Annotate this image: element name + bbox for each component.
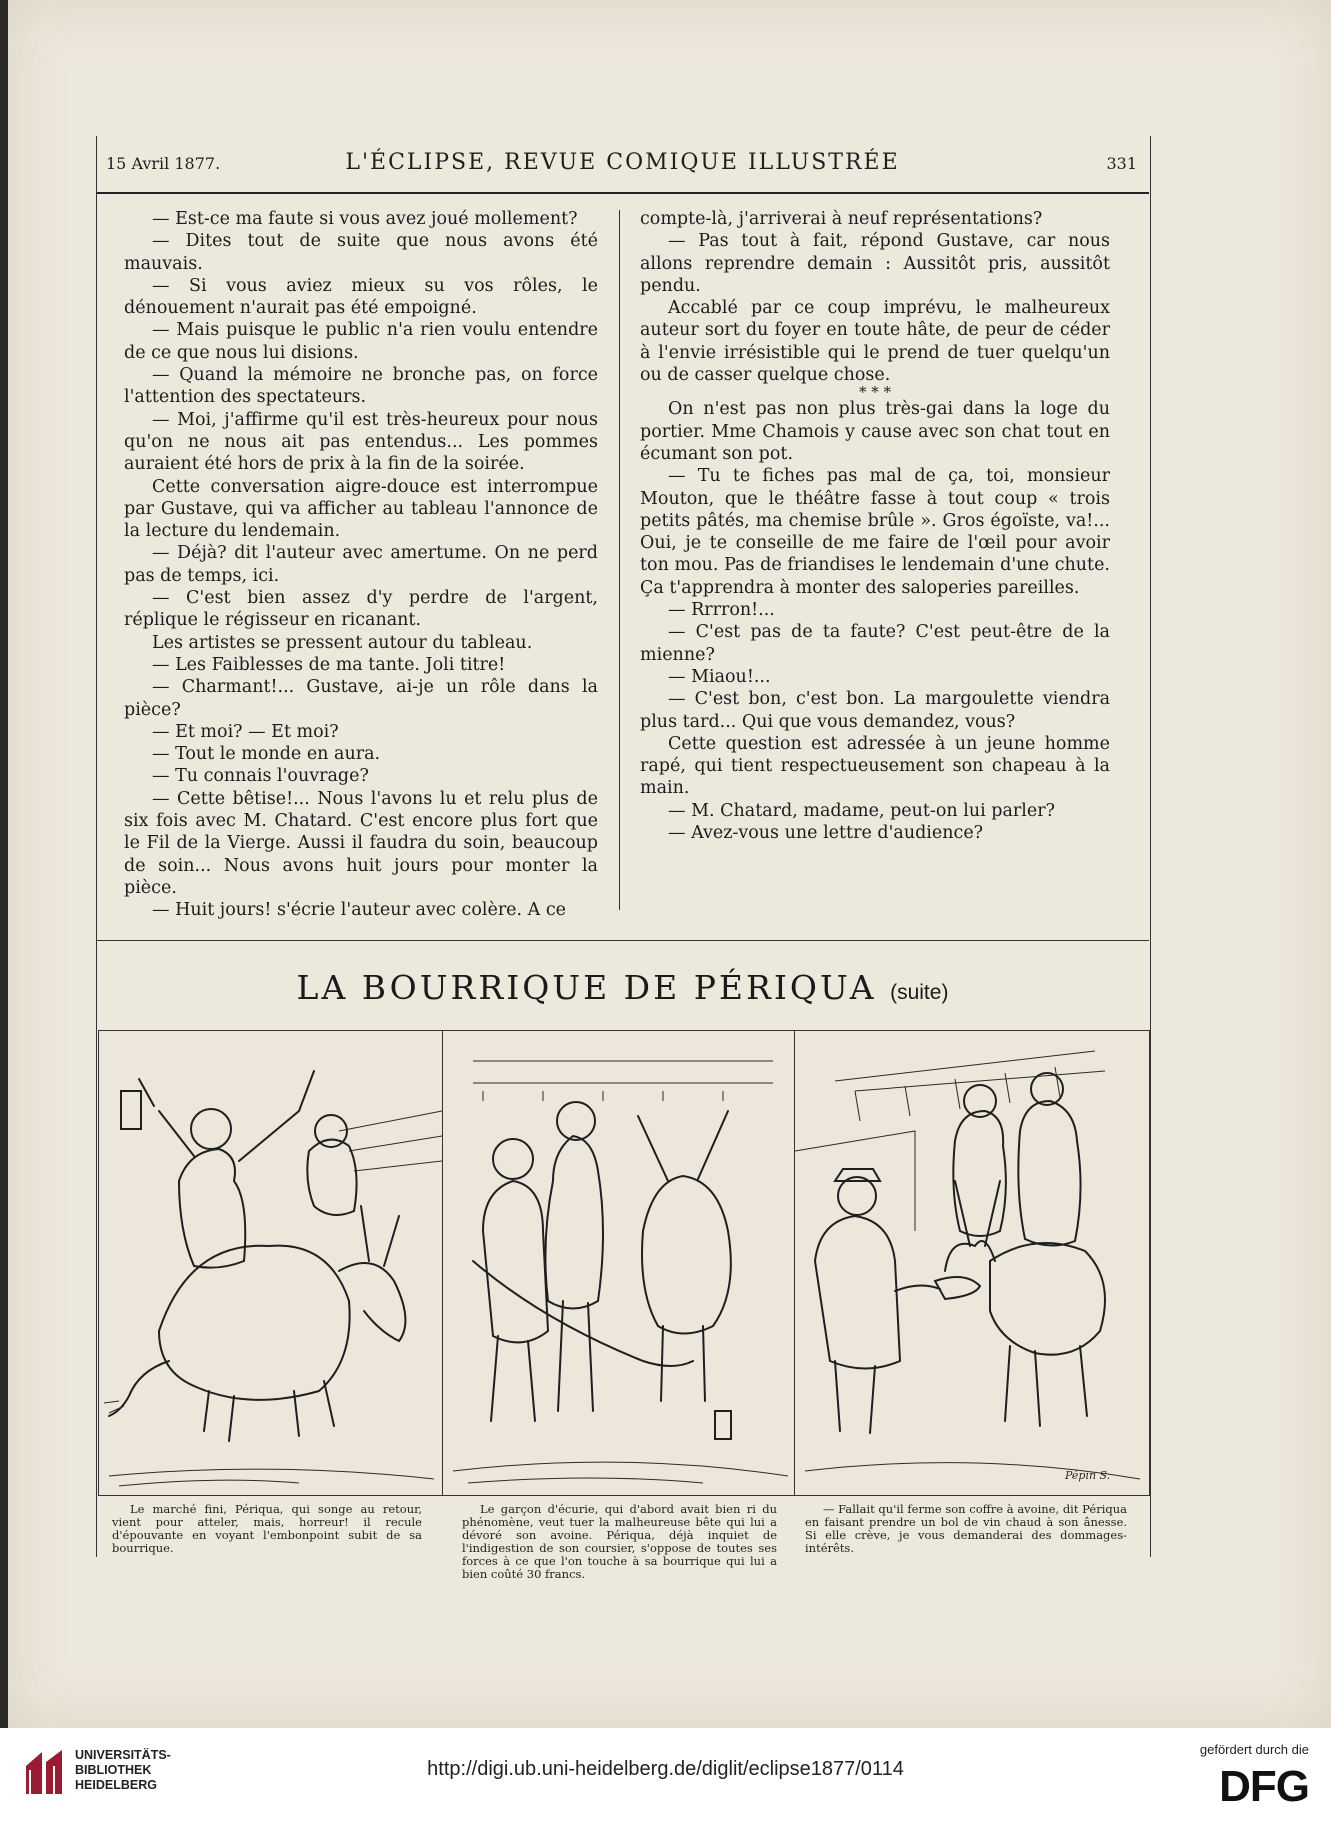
page-number: 331 [1106, 154, 1137, 173]
panel-3-illustration [795, 1031, 1150, 1495]
paragraph: — Avez-vous une lettre d'audience? [668, 823, 984, 844]
cartoon-title-suite: (suite) [890, 981, 949, 1004]
right-column [640, 208, 1110, 844]
digitization-footer [0, 1728, 1331, 1822]
paragraph: On n'est pas non plus très-gai dans la loge du portier. Mme Chamois y cause avec son chat tout en écumant son pot. [640, 399, 1110, 464]
paragraph: — Charmant!... Gustave, ai-je un rôle dans la pièce? [124, 677, 598, 720]
paragraph: — Tu connais l'ouvrage? [152, 766, 369, 787]
funded-by-label: gefördert durch die [1199, 1742, 1309, 1757]
page-edge [0, 0, 8, 1728]
caption-panel-1 [112, 1503, 422, 1555]
paragraph: — Tu te fiches pas mal de ça, toi, monsieur Mouton, que le théâtre fasse à tout coup « trois petits pâtés, ma chemise brûle ». Gros égoïste, va!... Oui, je te conseille de me faire de l'œil pour avoir ton mou. Pas de friandises le lendemain d'une chute. Ça t'apprendra à monter des saloperies pareilles. [640, 466, 1110, 598]
paragraph: — Dites tout de suite que nous avons été mauvais. [124, 231, 598, 274]
paragraph: — Miaou!... [668, 666, 771, 687]
paragraph: — C'est bien assez d'y perdre de l'argent, réplique le régisseur en ricanant. [124, 588, 598, 631]
paragraph: — Si vous aviez mieux su vos rôles, le dénouement n'aurait pas été empoigné. [124, 275, 598, 319]
paragraph: Cette question est adressée à un jeune homme rapé, qui tient respectueusement son chapeau à la main. [640, 733, 1110, 799]
paragraph: compte-là, j'arriverai à neuf représentations? [640, 209, 1043, 229]
caption-text: Le marché fini, Périqua, qui songe au retour, vient pour atteler, mais, horreur! il recule d'épouvante en voyant l'embonpoint subit de sa bourrique. [112, 1502, 422, 1555]
cartoon-panel-3 [794, 1031, 1150, 1495]
artist-signature: Pépin S. [1065, 1469, 1111, 1482]
paragraph: Cette conversation aigre-douce est interrompue par Gustave, qui va afficher au tableau l'annonce de la lecture du lendemain. [124, 476, 598, 542]
cartoon-title-text: LA BOURRIQUE DE PÉRIQUA [296, 968, 877, 1007]
paragraph: — Les Faiblesses de ma tante. Joli titre! [152, 654, 506, 675]
paragraph: — Quand la mémoire ne bronche pas, on force l'attention des spectateurs. [124, 365, 598, 408]
issue-date: 15 Avril 1877. [106, 154, 221, 173]
cartoon-title [96, 968, 1149, 1007]
paragraph: — C'est bon, c'est bon. La margoulette viendra plus tard... Qui que vous demandez, vous? [640, 689, 1110, 732]
paragraph: — Tout le monde en aura. [152, 744, 381, 765]
caption-panel-3 [805, 1503, 1127, 1555]
caption-panel-2 [462, 1503, 777, 1581]
page-header [96, 150, 1149, 190]
paragraph: — Et moi? — Et moi? [152, 721, 339, 742]
paragraph: — Rrrron!... [668, 600, 775, 621]
left-column [124, 208, 598, 922]
header-rule [96, 192, 1149, 194]
cartoon-panels [98, 1030, 1150, 1496]
asterism: * * * [858, 383, 892, 402]
journal-title: L'ÉCLIPSE, REVUE COMIQUE ILLUSTRÉE [345, 150, 900, 175]
paragraph: Les artistes se pressent autour du tableau. [152, 632, 533, 653]
dfg-logo: DFG [1219, 1762, 1309, 1811]
library-name-line: HEIDELBERG [75, 1778, 157, 1792]
paragraph: — M. Chatard, madame, peut-on lui parler? [668, 800, 1055, 821]
library-name-line: UNIVERSITÄTS- [75, 1748, 171, 1762]
panel-1-illustration [99, 1031, 442, 1495]
panel-2-illustration [443, 1031, 795, 1495]
paragraph: — C'est pas de ta faute? C'est peut-être de la mienne? [640, 622, 1110, 665]
cartoon-panel-2 [442, 1031, 795, 1495]
paragraph: — Moi, j'affirme qu'il est très-heureux pour nous qu'on ne nous ait pas entendus... Les pommes auraient été hors de prix à la fin de la soirée. [124, 409, 598, 475]
cartoon-panel-1 [99, 1031, 442, 1495]
paragraph: — Cette bêtise!... Nous l'avons lu et relu plus de six fois avec M. Chatard. C'est encore plus fort que le Fil de la Vierge. Aussi il faudra du soin, beaucoup de soin... Nous avons huit jours pour monter la pièce. [124, 788, 598, 898]
caption-text: — Fallait qu'il ferme son coffre à avoine, dit Périqua en faisant prendre un bol de vin chaud à son ânesse. Si elle crève, je vous demanderai des dommages-intérêts. [805, 1502, 1127, 1555]
caption-text: Le garçon d'écurie, qui d'abord avait bien ri du phénomène, veut tuer la malheureuse bête qui lui a dévoré son avoine. Périqua, déjà inquiet de l'indigestion de son coursier, s'oppose de toutes ses forces à ce que l'on touche à sa bourrique qui lui a bien coûté 30 francs. [462, 1502, 777, 1581]
paragraph: — Mais puisque le public n'a rien voulu entendre de ce que nous lui disions. [124, 320, 598, 363]
section-rule [96, 940, 1149, 941]
paragraph: — Est-ce ma faute si vous avez joué mollement? [152, 209, 578, 229]
library-name-line: BIBLIOTHEK [75, 1763, 152, 1777]
paragraph: — Huit jours! s'écrie l'auteur avec colère. A ce [152, 900, 567, 921]
paragraph: — Déjà? dit l'auteur avec amertume. On ne perd pas de temps, ici. [124, 543, 598, 586]
paragraph: — Pas tout à fait, répond Gustave, car nous allons reprendre demain : Aussitôt pris, aussitôt pendu. [640, 231, 1110, 296]
paragraph: Accablé par ce coup imprévu, le malheureux auteur sort du foyer en toute hâte, de peur de céder à l'envie irrésistible qui le prend de tuer quelqu'un ou de casser quelque chose. [640, 298, 1110, 386]
column-rule [619, 210, 620, 910]
source-url-link[interactable]: http://digi.ub.uni-heidelberg.de/diglit/eclipse1877/0114 [427, 1758, 904, 1780]
